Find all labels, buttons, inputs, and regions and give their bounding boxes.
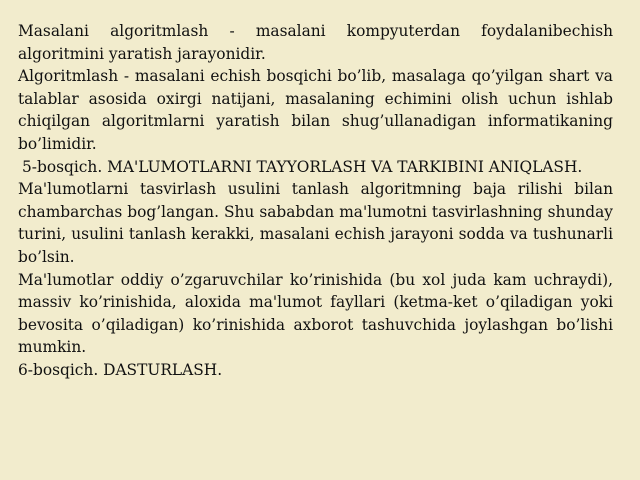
paragraph-algoritmlash-section: Algoritmlash - masalani echish bosqichi bo’lib, masalaga qo’yilgan shart va talablar asosida oxirgi natijani, masalaning echimini olish uchun ishlab chiqilgan algoritmlarni yaratish bilan shug’ullanadigan informatikaning bo’limidir. xyxy=(18,67,613,153)
document-body xyxy=(18,20,613,382)
paragraph-data-forms: Ma'lumotlar oddiy o’zgaruvchilar ko’rinishida (bu xol juda kam uchraydi), massiv ko’rinishida, aloxida ma'lumot fayllari (ketma-ket o’qiladigan yoki bevosita o’qiladigan) ko’rinishida axborot tashuvchida joylashgan bo’lishi mumkin. xyxy=(18,270,613,357)
paragraph-algoritmlash-definition: Masalani algoritmlash - masalani kompyuterdan foydalanibechish algoritmini yaratish jarayonidir. xyxy=(18,22,613,63)
paragraph-data-representation: Ma'lumotlarni tasvirlash usulini tanlash algoritmning baja rilishi bilan chambarchas bog’langan. Shu sababdan ma'lumotni tasvirlashning shunday turini, usulini tanlash kerakki, masalani echish jarayoni sodda va tushunarli bo’lsin. xyxy=(18,180,613,266)
heading-step-5: 5-bosqich. MA'LUMOTLARNI TAYYORLASH VA TARKIBINI ANIQLASH. xyxy=(22,157,583,176)
heading-step-6: 6-bosqich. DASTURLASH. xyxy=(18,360,223,379)
